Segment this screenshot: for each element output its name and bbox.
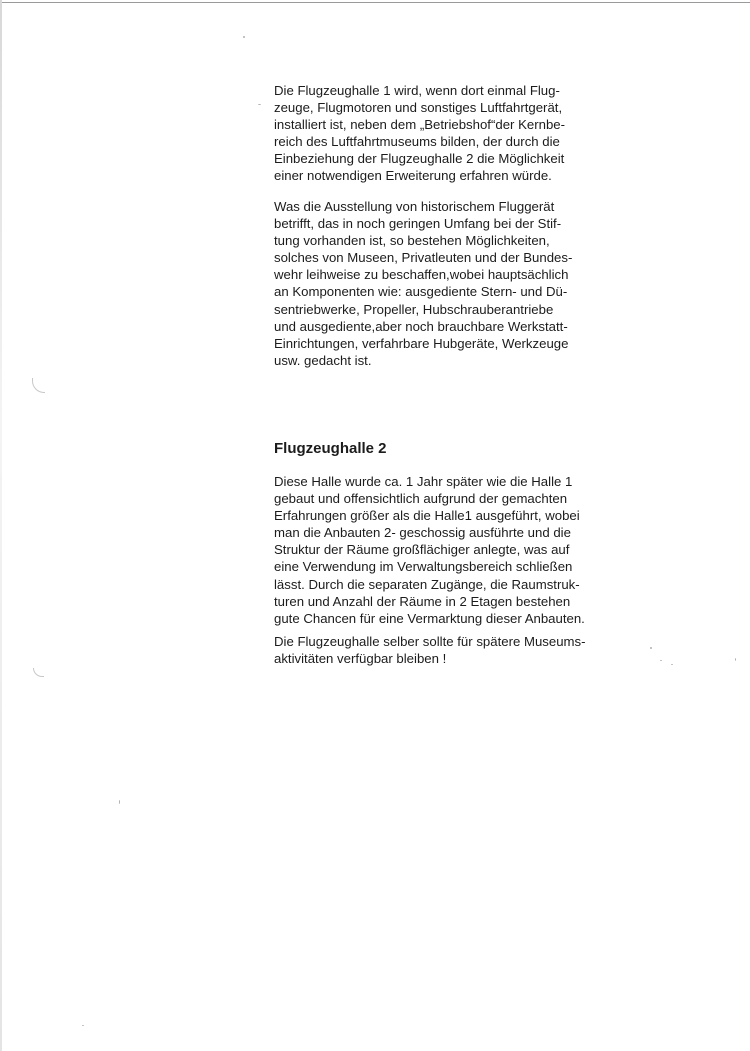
text-line: Was die Ausstellung von historischem Fluggerät xyxy=(274,199,555,214)
text-line: und ausgediente,aber noch brauchbare Werkstatt- xyxy=(274,318,568,334)
text-line: aktivitäten verfügbar bleiben ! xyxy=(274,651,447,667)
text-line: betrifft, das in noch geringen Umfang bei der Stif- xyxy=(274,216,562,232)
text-line: solches von Museen, Privatleuten und der Bundes- xyxy=(274,250,573,266)
left-scan-edge xyxy=(0,0,2,1051)
text-line: an Komponenten wie: ausgediente Stern- und Dü- xyxy=(274,284,568,300)
text-line: reich des Luftfahrtmuseums bilden, der durch die xyxy=(274,134,560,150)
text-line: lässt. Durch die separaten Zugänge, die Raumstruk- xyxy=(274,576,580,592)
scan-curve-mark xyxy=(33,668,44,677)
text-line: usw. gedacht ist. xyxy=(274,352,372,368)
text-line: Diese Halle wurde ca. 1 Jahr später wie die Halle 1 xyxy=(274,474,573,489)
scan-speck xyxy=(650,647,652,649)
scan-speck xyxy=(671,664,673,665)
top-scan-edge xyxy=(0,2,750,3)
text-line: gute Chancen für eine Vermarktung dieser Anbauten. xyxy=(274,610,585,626)
text-line: installiert ist, neben dem „Betriebshof“der Kernbe- xyxy=(274,117,566,133)
text-line: Einrichtungen, verfahrbare Hubgeräte, Werkzeuge xyxy=(274,335,569,351)
text-line: Struktur der Räume großflächiger anlegte, was auf xyxy=(274,542,570,558)
text-line: gebaut und offensichtlich aufgrund der gemachten xyxy=(274,491,568,507)
text-line: einer notwendigen Erweiterung erfahren würde. xyxy=(274,168,552,184)
scan-curve-mark xyxy=(32,378,45,393)
text-line: turen und Anzahl der Räume in 2 Etagen bestehen xyxy=(274,593,571,609)
scan-speck xyxy=(82,1025,84,1026)
text-line: tung vorhanden ist, so bestehen Möglichkeiten, xyxy=(274,233,550,249)
paragraph-museumsaktivitaeten xyxy=(274,633,586,667)
scan-speck xyxy=(243,36,245,38)
text-line: wehr leihweise zu beschaffen,wobei hauptsächlich xyxy=(274,267,569,283)
text-line: man die Anbauten 2- geschossig ausführte und die xyxy=(274,525,571,541)
text-line: Einbeziehung der Flugzeughalle 2 die Möglichkeit xyxy=(274,151,565,167)
text-line: Die Flugzeughalle selber sollte für spätere Museums- xyxy=(274,634,586,649)
text-line: eine Verwendung im Verwaltungsbereich schließen xyxy=(274,559,573,575)
scan-speck xyxy=(258,104,261,105)
paragraph-flugzeughalle-1 xyxy=(274,82,565,185)
scan-speck xyxy=(660,660,662,661)
text-line: Erfahrungen größer als die Halle1 ausgeführt, wobei xyxy=(274,508,580,524)
text-line: sentriebwerke, Propeller, Hubschrauberantriebe xyxy=(274,301,554,317)
text-line: Die Flugzeughalle 1 wird, wenn dort einmal Flug- xyxy=(274,83,560,98)
text-line: zeuge, Flugmotoren und sonstiges Luftfahrtgerät, xyxy=(274,100,563,116)
paragraph-halle-2 xyxy=(274,473,585,627)
paragraph-ausstellung xyxy=(274,198,572,369)
section-heading: Flugzeughalle 2 xyxy=(274,440,387,457)
scan-speck xyxy=(119,800,120,804)
scan-speck xyxy=(735,658,736,661)
